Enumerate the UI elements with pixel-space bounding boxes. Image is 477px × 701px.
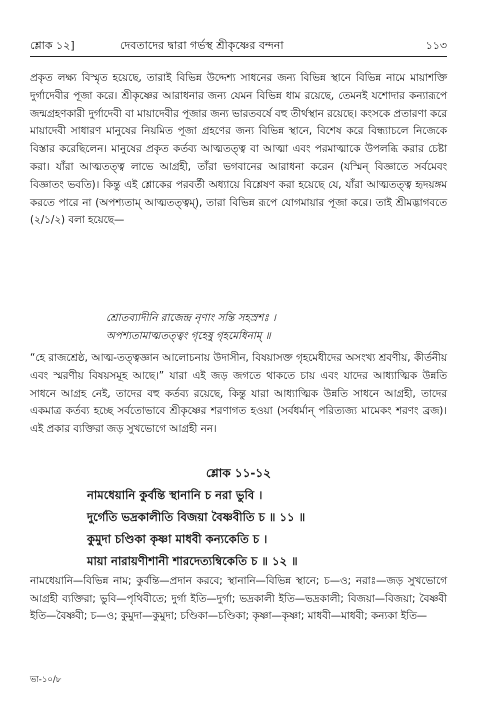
- verse-line-3: কুমুদা চণ্ডিকা কৃষ্ণা মাধবী কন্যকেতি চ ।: [87, 532, 268, 546]
- verse-line-4: মায়া নারায়ণীশানী শারদেত্যম্বিকেতি চ ॥ ১২ ॥: [87, 554, 298, 568]
- chapter-title: দেবতাদের দ্বারা গর্ভস্থ শ্রীকৃষ্ণের বন্দনা: [120, 39, 284, 52]
- verse-line-1: নামধেয়ানি কুর্বন্তি স্থানানি চ নরা ভুবি ।: [87, 488, 263, 502]
- purport-paragraph: [30, 70, 447, 230]
- quote-line-1: শ্রোতব্যাদীনি রাজেন্দ্র নৃণাং সন্তি সহস্রশঃ ।: [106, 312, 276, 324]
- verse-reference: শ্লোক ১২]: [30, 39, 75, 52]
- verse-text: [87, 484, 447, 572]
- scripture-quote: [106, 310, 447, 346]
- purport-text: প্রকৃত লক্ষ্য বিস্মৃত হয়েছে, তারাই বিভিন্ন উদ্দেশ্য সাধনের জন্য বিভিন্ন স্থানে বিভিন্ন নামে মায়াশক্তি দুর্গাদেবীর পূজা করে। শ্রীকৃষ্ণের আরাধনার জন্য যেমন বিভিন্ন ধাম রয়েছে, তেমনই যশোদার কন্যারূপে জন্মগ্রহণকারী দুর্গাদেবী বা মায়াদেবীর পূজার জন্য ভারতবর্ষে বহু তীর্থস্থান রয়েছে। কংসকে প্রতারণা করে মায়াদেবী সাধারণ মানুষের নিয়মিত পূজা গ্রহণের জন্য বিভিন্ন স্থানে, বিশেষ করে বিন্ধ্যাচলে নিজেকে বিস্তার করেছিলেন। মানুষের প্রকৃত কর্তব্য আত্মতত্ত্ব বা আত্মা এবং পরমাত্মাকে উপলব্ধি করার চেষ্টা করা। যাঁরা আত্মতত্ত্ব লাভে আগ্রহী, তাঁরা ভগবানের আরাধনা করেন (যস্মিন্ বিজ্ঞাতে সর্বমেবং বিজ্ঞাতং ভবতি)। কিন্তু এই শ্লোকের পরবর্তী অধ্যায়ে বিশ্লেষণ করা হয়েছে যে, যাঁরা আত্মতত্ত্ব হৃদয়ঙ্গম করতে পারে না (অপশ্যতাম্ আত্মতত্ত্বম্), তারা বিভিন্ন রূপে যোগমায়ার পূজা করে। তাই শ্রীমদ্ভাগবতে (২/১/২) বলা হয়েছে—: [30, 72, 447, 227]
- page-header: [30, 36, 447, 57]
- quote-line-2: অপশ্যতামাত্মতত্ত্বং গৃহেষু গৃহমেধিনাম্ ॥: [106, 329, 271, 342]
- purport-paragraph-2: [30, 350, 447, 439]
- page-signature: ভা-১০/৮: [30, 675, 62, 685]
- synonyms-text: নামধেয়ানি—বিভিন্ন নাম; কুর্বন্তি—প্রদান করবে; স্থানানি—বিভিন্ন স্থানে; চ—ও; নরাঃ—জড় সুখভোগে আগ্রহী ব্যক্তিরা; ভুবি—পৃথিবীতে; দুর্গা ইতি—দুর্গা; ভদ্রকালী ইতি—ভদ্রকালী; বিজয়া—বিজয়া; বৈষ্ণবী ইতি—বৈষ্ণবী; চ—ও; কুমুদা—কুমুদা; চণ্ডিকা—চণ্ডিকা; কৃষ্ণা—কৃষ্ণা; মাধবী—মাধবী; কন্যকা ইতি—: [30, 575, 447, 622]
- page-number: ১১৩: [425, 39, 447, 52]
- purport-text-2: “হে রাজশ্রেষ্ঠ, আত্ম-তত্ত্বজ্ঞান আলোচনায় উদাসীন, বিষয়াসক্ত গৃহমেধীদের অসংখ্য শ্রবণীয়, কীর্তনীয় এবং স্মরণীয় বিষয়সমূহ আছে।” যারা এই জড় জগতে থাকতে চায় এবং যাদের আধ্যাত্মিক উন্নতি সাধনে আগ্রহ নেই, তাদের বহু কর্তব্য রয়েছে, কিন্তু যারা আধ্যাত্মিক উন্নতি সাধনে আগ্রহী, তাদের একমাত্র কর্তব্য হচ্ছে সর্বতোভাবে শ্রীকৃষ্ণের শরণাগত হওয়া (সর্বধর্মান্ পরিত্যজ্য মামেকং শরণং ব্রজ)। এই প্রকার ব্যক্তিরা জড় সুখভোগে আগ্রহী নন।: [30, 352, 447, 436]
- verse-heading: শ্লোক ১১-১২: [206, 466, 271, 480]
- verse-line-2: দুর্গেতি ভদ্রকালীতি বিজয়া বৈষ্ণবীতি চ ॥ ১১ ॥: [87, 510, 306, 524]
- synonyms-section: [30, 573, 447, 626]
